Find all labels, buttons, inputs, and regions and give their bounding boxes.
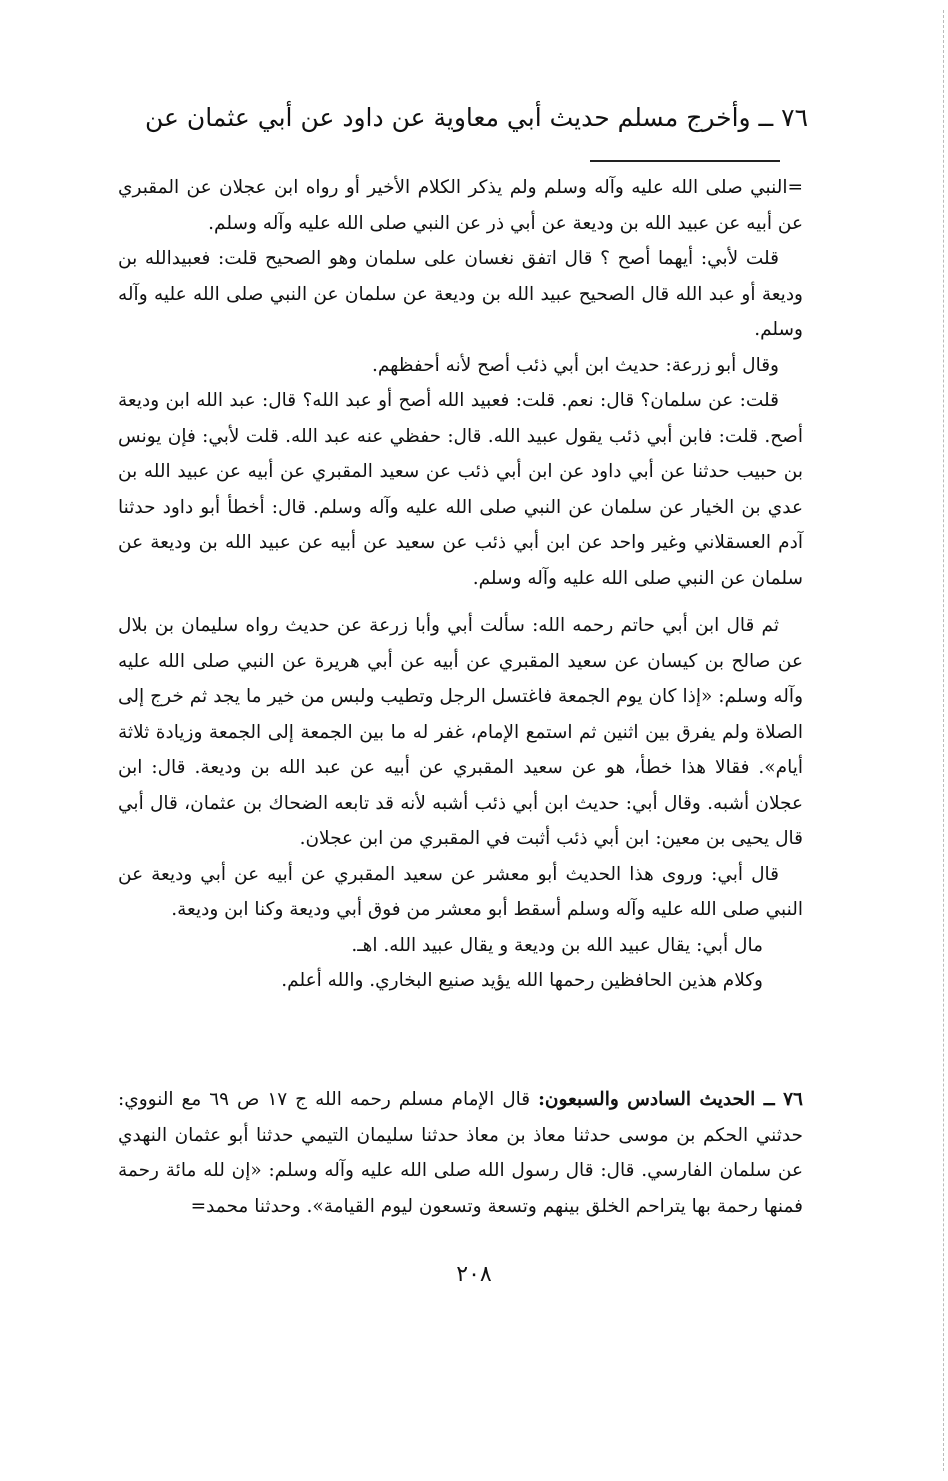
hadith-footnote: [118, 1082, 803, 1224]
footnote-paragraph-7: مال أبي: يقال عبيد الله بن وديعة و يقال عبيد الله. اهـ.: [351, 934, 763, 956]
footnote-separator: [590, 160, 780, 162]
footnote-paragraph-1: =النبي صلى الله عليه وآله وسلم ولم يذكر الكلام الأخير أو رواه ابن عجلان عن المقبري عن أبيه عن عبيد الله بن وديعة عن أبي ذر عن النبي صلى الله عليه وآله وسلم.: [118, 177, 803, 234]
footnote-paragraph-6: قال أبي: وروى هذا الحديث أبو معشر عن سعيد المقبري عن أبيه عن أبي وديعة عن النبي صلى الله عليه وآله وسلم أسقط أبو معشر من فوق أبي وديعة وكنا ابن وديعة.: [118, 863, 803, 920]
page-edge-line: [943, 10, 944, 1471]
hadith-body: قال الإمام مسلم رحمه الله ج ١٧ ص ٦٩ مع النووي: حدثني الحكم بن موسى حدثنا معاذ بن معاذ حدثنا سليمان التيمي حدثنا أبو عثمان النهدي عن سلمان الفارسي. قال: قال رسول الله صلى الله عليه وآله وسلم: «إن لله مائة رحمة فمنها رحمة بها يتراحم الخلق بينهم وتسعة وتسعون ليوم القيامة». وحدثنا محمد=: [118, 1089, 803, 1217]
footnote-paragraph-3: وقال أبو زرعة: حديث ابن أبي ذئب أصح لأنه أحفظهم.: [371, 354, 779, 376]
main-text-line: ٧٦ ــ وأخرج مسلم حديث أبي معاوية عن داود عن أبي عثمان عن: [145, 103, 808, 132]
footnote-paragraph-4: قلت: عن سلمان؟ قال: نعم. قلت: فعبيد الله أصح أو عبد الله؟ قال: عبد الله ابن وديعة أصح. قلت: فابن أبي ذئب يقول عبيد الله. قال: حفظي عنه عبد الله. قلت لأبي: فإن يونس بن حبيب حدثنا عن أبي داود عن ابن أبي ذئب عن سعيد المقبري عن أبيه عن عبيد الله بن عدي بن الخيار عن سلمان عن النبي صلى الله عليه وآله وسلم. قال: أخطأ أبو داود حدثنا آدم العسقلاني وغير واحد عن ابن أبي ذئب عن سعيد عن أبيه عن عبيد الله بن وديعة عن سلمان عن النبي صلى الله عليه وآله وسلم.: [118, 390, 803, 589]
footnotes-block: [118, 170, 803, 999]
footnote-paragraph-5: ثم قال ابن أبي حاتم رحمه الله: سألت أبي وأبا زرعة عن حديث رواه سليمان بن بلال عن صالح بن كيسان عن سعيد المقبري عن أبيه عن أبي هريرة عن النبي صلى الله عليه وآله وسلم: «إذا كان يوم الجمعة فاغتسل الرجل وتطيب ولبس من خير ما يجد ثم خرج إلى الصلاة ولم يفرق بين اثنين ثم استمع الإمام، غفر له ما بين الجمعة إلى الجمعة وزيادة ثلاثة أيام». فقالا هذا خطأ، هو عن سعيد المقبري عن أبيه عن عبد الله بن وديعة. قال: ابن عجلان أشبه. وقال أبي: حديث ابن أبي ذئب أشبه لأنه قد تابعه الضحاك بن عثمان، قال أبي قال يحيى بن معين: ابن أبي ذئب أثبت في المقبري من ابن عجلان.: [118, 615, 803, 849]
footnote-paragraph-8: وكلام هذين الحافظين رحمها الله يؤيد صنيع البخاري. والله أعلم.: [281, 970, 763, 991]
paragraph-gap: [118, 596, 803, 608]
hadith-title: ٧٦ ــ الحديث السادس والسبعون:: [538, 1089, 803, 1110]
footnote-paragraph-2: قلت لأبي: أيهما أصح ؟ قال اتفق نغسان على سلمان وهو الصحيح قلت: فعبيدالله بن وديعة أو عبد الله قال الصحيح عبيد الله بن وديعة عن سلمان عن النبي صلى الله عليه وآله وسلم.: [118, 248, 803, 340]
page-number: ٢٠٨: [456, 1262, 492, 1287]
